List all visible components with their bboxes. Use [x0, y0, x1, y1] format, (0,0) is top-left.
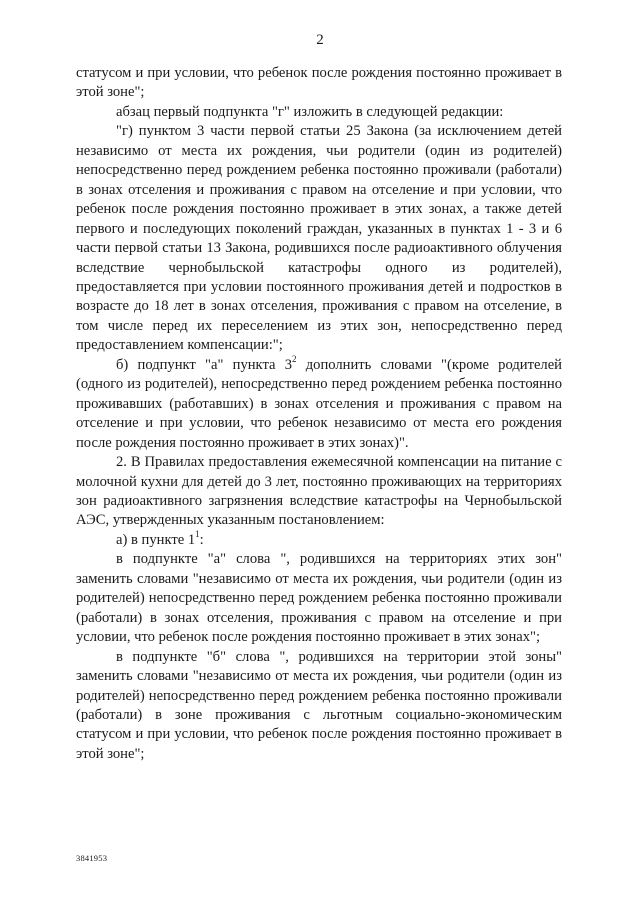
superscript: 1 [195, 529, 200, 540]
paragraph [76, 64, 562, 103]
paragraph [76, 353, 562, 453]
paragraph-text: в подпункте "б" слова ", родившихся на территории этой зоны" заменить словами "независимо от места их рождения, чьи родители (один из родителей) непосредственно перед рождением ребенка постоянно проживали (работали) в зоне проживания с льготным социально-экономическим статусом и при условии, что ребенок после рождения постоянно проживает в этой зоне"; [76, 648, 562, 762]
paragraph-text: а) в пункте 1 [116, 531, 196, 548]
paragraph-text: б) подпункт "а" пункта 3 [116, 356, 292, 373]
paragraph [76, 122, 562, 355]
paragraph [76, 648, 562, 765]
paragraph-text: абзац первый подпункта "г" изложить в следующей редакции: [116, 103, 504, 120]
paragraph [76, 531, 562, 550]
paragraph [76, 550, 562, 647]
paragraph-text: в подпункте "а" слова ", родившихся на территориях этих зон" заменить словами "независимо от места их рождения, чьи родители (один из родителей) непосредственно перед рождением ребенка постоянно проживали (работали) в зонах отселения, проживания с правом на отселение и при условии, что ребенок после рождения постоянно проживает в этих зонах"; [76, 551, 562, 646]
paragraph-text: "г) пунктом 3 части первой статьи 25 Закона (за исключением детей независимо от места их рождения, чьи родители (один из родителей) непосредственно перед рождением ребенка постоянно проживали (работали) в зонах отселения и проживания с правом на отселение и при условии, что ребенок после рождения постоянно проживает в этих зонах, а также детей первого и последующих поколений граждан, указанных в пунктах 1 - 3 и 6 части первой статьи 13 Закона, родившихся после радиоактивного облучения вследствие чернобыльской катастрофы одного из родителей), предоставляется при условии постоянного проживания детей и подростков в возрасте до 18 лет в зонах отселения, проживания с правом на отселение, в том числе перед их переселением из этих зон, непосредственно перед предоставлением компенсации:"; [76, 123, 562, 354]
paragraph-text: 2. В Правилах предоставления ежемесячной компенсации на питание с молочной кухни для детей до 3 лет, постоянно проживающих на территориях зон радиоактивного загрязнения вследствие катастрофы на Чернобыльской АЭС, утвержденных указанным постановлением: [76, 454, 562, 529]
page-number: 2 [316, 32, 324, 48]
document-code: 3841953 [76, 853, 108, 863]
superscript: 2 [292, 353, 297, 364]
paragraph-text: статусом и при условии, что ребенок после рождения постоянно проживает в этой зоне"; [76, 65, 562, 101]
document-body [76, 64, 562, 764]
paragraph [76, 103, 562, 122]
paragraph [76, 453, 562, 531]
paragraph-text: : [199, 531, 204, 548]
paragraph-text: дополнить словами "(кроме родителей (одного из родителей), непосредственно перед рождением ребенка постоянно проживавших (работавших) в зонах отселения и проживания с правом на отселение и при условии, что ребенок независимо от места его рождения после рождения постоянно проживает в этих зонах)". [76, 356, 562, 451]
